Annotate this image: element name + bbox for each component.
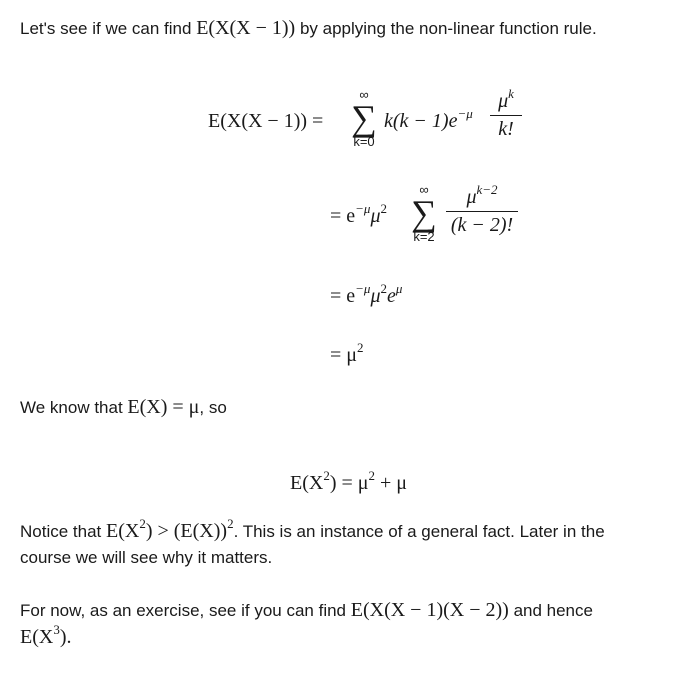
eq2-prefix-exp: −μ xyxy=(355,201,371,216)
eq2-frac-den: (k − 2)! xyxy=(450,214,514,236)
eq1-term-exp: −μ xyxy=(457,106,473,121)
eq2-sum-lower: k=2 xyxy=(413,229,435,244)
notice-math-b-exp: 2 xyxy=(227,516,234,531)
eq1-frac-bar xyxy=(490,115,522,116)
eq1-lhs: E(X(X − 1)) = xyxy=(208,110,324,132)
notice-math-b: ) > (E(X)) xyxy=(145,520,228,542)
eq1-frac-num-exp: k xyxy=(508,86,514,101)
eq4-prefix: = μ xyxy=(330,344,358,366)
know-text-after: , so xyxy=(199,398,227,417)
eq2-frac-num xyxy=(446,182,518,209)
eq2-frac-num-base: μ xyxy=(466,186,477,208)
eq3-mu-exp: 2 xyxy=(380,281,388,296)
exercise-text-after: and hence xyxy=(513,601,593,620)
exercise-math2-end: ). xyxy=(59,626,72,648)
eq2-mu-exp: 2 xyxy=(380,201,388,216)
know-text-before: We know that xyxy=(20,398,123,417)
eq2-sum xyxy=(406,183,442,243)
intro-math: E(X(X − 1)) xyxy=(196,17,296,39)
eq1-term xyxy=(384,106,473,133)
notice-math xyxy=(106,516,234,542)
intro-paragraph xyxy=(20,16,597,41)
exercise-paragraph xyxy=(20,598,593,623)
eq1-sum-upper: ∞ xyxy=(359,87,369,102)
exercise-math2-exp: 3 xyxy=(53,622,60,637)
exercise-math2-text: E(X xyxy=(20,626,54,648)
eq4-exp: 2 xyxy=(357,340,364,355)
notice-paragraph xyxy=(20,516,605,544)
eq1-sum-lower: k=0 xyxy=(353,134,375,149)
result-lhs-exp: 2 xyxy=(323,468,330,483)
eq1-fraction xyxy=(490,86,522,141)
notice-math-a-exp: 2 xyxy=(139,516,146,531)
eq1-frac-den: k! xyxy=(498,118,514,140)
notice-line2: course we will see why it matters. xyxy=(20,548,273,567)
notice-text-after: . This is an instance of a general fact. Later in the xyxy=(233,522,605,541)
result-lhs: E(X xyxy=(290,472,324,494)
exercise-math2 xyxy=(20,622,72,648)
eq3-exp1: −μ xyxy=(355,281,371,296)
intro-text-before: Let's see if we can find xyxy=(20,19,192,38)
eq3-exp2: μ xyxy=(395,281,403,296)
exercise-text-before: For now, as an exercise, see if you can find xyxy=(20,601,347,620)
notice-math-a: E(X xyxy=(106,520,140,542)
result-rhs-exp: 2 xyxy=(368,468,375,483)
eq2-mu: μ xyxy=(370,205,381,227)
know-paragraph xyxy=(20,395,227,420)
eq1-frac-num-base: μ xyxy=(498,90,509,112)
eq2-sum-symbol: ∑ xyxy=(411,193,437,233)
eq1-sum xyxy=(346,88,382,148)
eq3 xyxy=(330,281,403,308)
eq2-frac-num-exp: k−2 xyxy=(476,182,498,197)
eq2-prefix-text: = e xyxy=(330,205,356,227)
eq3-mu: μ xyxy=(370,285,381,307)
eq2-fraction xyxy=(446,182,518,237)
eq4 xyxy=(330,340,364,367)
eq2-prefix xyxy=(330,201,388,228)
know-math: E(X) = μ xyxy=(127,396,200,418)
eq3-prefix: = e xyxy=(330,285,356,307)
eq1-sum-symbol: ∑ xyxy=(351,98,377,138)
eq2-sum-upper: ∞ xyxy=(419,182,429,197)
result-rhs-end: + μ xyxy=(375,472,408,494)
eq1-frac-num xyxy=(490,86,522,113)
intro-text-after: by applying the non-linear function rule. xyxy=(299,19,597,38)
eq3-e: e xyxy=(387,285,396,307)
eq1-term-text: k(k − 1)e xyxy=(384,110,458,132)
exercise-line2 xyxy=(20,622,72,650)
exercise-math: E(X(X − 1)(X − 2)) xyxy=(350,599,509,621)
eq2-frac-bar xyxy=(446,211,518,212)
notice-text-before: Notice that xyxy=(20,522,102,541)
result-equation xyxy=(290,468,408,495)
result-rhs-mid: ) = μ xyxy=(329,472,369,494)
